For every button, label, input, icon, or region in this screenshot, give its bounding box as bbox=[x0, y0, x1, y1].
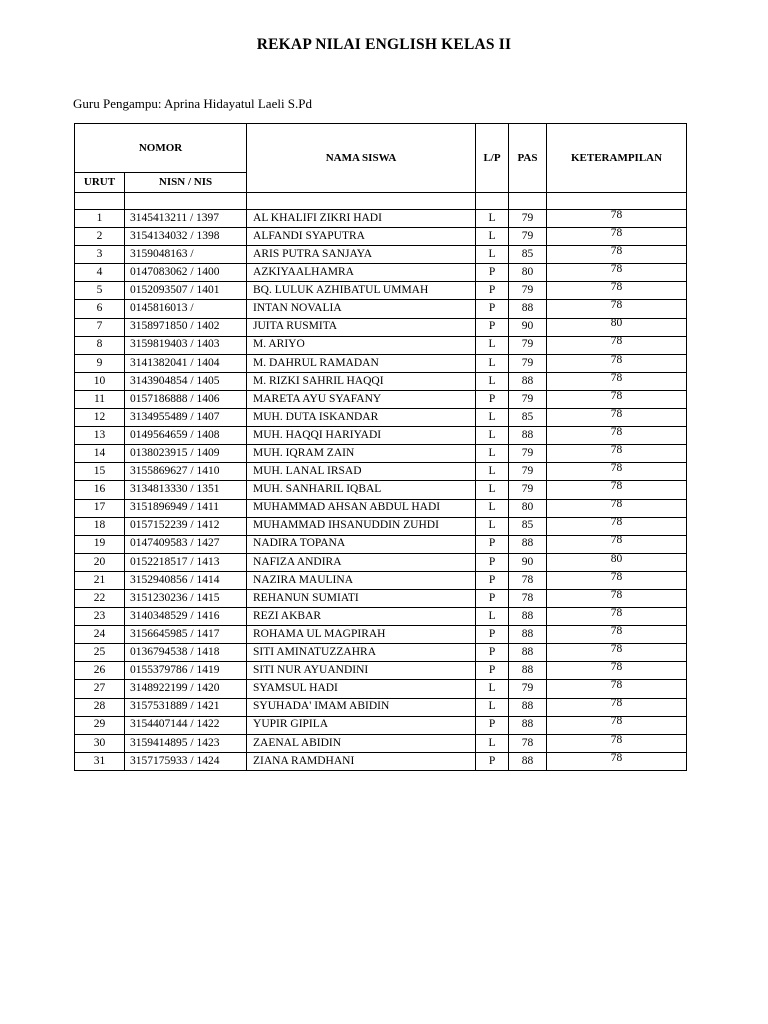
row-nisn-nis: 3159048163 / bbox=[125, 246, 247, 264]
row-pas-score: 88 bbox=[509, 752, 547, 770]
table-row bbox=[75, 264, 687, 282]
row-number: 11 bbox=[75, 390, 125, 408]
row-gender: L bbox=[476, 354, 509, 372]
row-gender: L bbox=[476, 372, 509, 390]
keterampilan-value: 78 bbox=[610, 733, 623, 746]
row-student-name: NAFIZA ANDIRA bbox=[247, 553, 476, 571]
row-pas-score: 88 bbox=[509, 372, 547, 390]
row-number: 14 bbox=[75, 445, 125, 463]
row-nisn-nis: 0149564659 / 1408 bbox=[125, 427, 247, 445]
row-keterampilan-score bbox=[547, 228, 687, 246]
row-number: 18 bbox=[75, 517, 125, 535]
row-nisn-nis: 3145413211 / 1397 bbox=[125, 210, 247, 228]
row-keterampilan-score bbox=[547, 698, 687, 716]
row-student-name: MUH. DUTA ISKANDAR bbox=[247, 409, 476, 427]
row-student-name: MUH. SANHARIL IQBAL bbox=[247, 481, 476, 499]
row-gender: L bbox=[476, 228, 509, 246]
row-number: 25 bbox=[75, 644, 125, 662]
table-row bbox=[75, 752, 687, 770]
row-pas-score: 88 bbox=[509, 300, 547, 318]
row-number: 10 bbox=[75, 372, 125, 390]
row-number: 5 bbox=[75, 282, 125, 300]
row-student-name: JUITA RUSMITA bbox=[247, 318, 476, 336]
row-student-name: AL KHALIFI ZIKRI HADI bbox=[247, 210, 476, 228]
row-gender: P bbox=[476, 716, 509, 734]
row-nisn-nis: 0138023915 / 1409 bbox=[125, 445, 247, 463]
row-keterampilan-score bbox=[547, 318, 687, 336]
row-number: 20 bbox=[75, 553, 125, 571]
row-keterampilan-score bbox=[547, 246, 687, 264]
row-gender: P bbox=[476, 300, 509, 318]
keterampilan-value: 78 bbox=[610, 534, 623, 547]
row-gender: L bbox=[476, 517, 509, 535]
table-row bbox=[75, 553, 687, 571]
row-number: 19 bbox=[75, 535, 125, 553]
row-keterampilan-score bbox=[547, 662, 687, 680]
row-number: 4 bbox=[75, 264, 125, 282]
row-gender: L bbox=[476, 427, 509, 445]
row-nisn-nis: 3159819403 / 1403 bbox=[125, 336, 247, 354]
table-row bbox=[75, 282, 687, 300]
row-pas-score: 88 bbox=[509, 535, 547, 553]
keterampilan-value: 78 bbox=[610, 643, 623, 656]
row-gender: P bbox=[476, 662, 509, 680]
row-keterampilan-score bbox=[547, 589, 687, 607]
row-keterampilan-score bbox=[547, 336, 687, 354]
row-keterampilan-score bbox=[547, 390, 687, 408]
row-nisn-nis: 3134955489 / 1407 bbox=[125, 409, 247, 427]
row-nisn-nis: 3154407144 / 1422 bbox=[125, 716, 247, 734]
row-pas-score: 80 bbox=[509, 264, 547, 282]
row-keterampilan-score bbox=[547, 716, 687, 734]
row-gender: L bbox=[476, 409, 509, 427]
keterampilan-value: 78 bbox=[610, 208, 623, 221]
table-row bbox=[75, 626, 687, 644]
keterampilan-value: 78 bbox=[610, 371, 623, 384]
table-row bbox=[75, 589, 687, 607]
row-keterampilan-score bbox=[547, 300, 687, 318]
row-pas-score: 79 bbox=[509, 481, 547, 499]
header-urut: URUT bbox=[75, 173, 125, 193]
row-nisn-nis: 3155869627 / 1410 bbox=[125, 463, 247, 481]
row-pas-score: 88 bbox=[509, 608, 547, 626]
row-pas-score: 79 bbox=[509, 354, 547, 372]
row-keterampilan-score bbox=[547, 354, 687, 372]
keterampilan-value: 78 bbox=[610, 679, 623, 692]
keterampilan-value: 80 bbox=[610, 552, 623, 565]
row-pas-score: 79 bbox=[509, 282, 547, 300]
row-gender: P bbox=[476, 318, 509, 336]
row-number: 9 bbox=[75, 354, 125, 372]
row-number: 15 bbox=[75, 463, 125, 481]
row-keterampilan-score bbox=[547, 571, 687, 589]
row-student-name: AZKIYAALHAMRA bbox=[247, 264, 476, 282]
keterampilan-value: 80 bbox=[610, 317, 623, 330]
row-nisn-nis: 3141382041 / 1404 bbox=[125, 354, 247, 372]
row-nisn-nis: 3158971850 / 1402 bbox=[125, 318, 247, 336]
grades-table bbox=[74, 123, 687, 771]
row-student-name: M. ARIYO bbox=[247, 336, 476, 354]
row-keterampilan-score bbox=[547, 626, 687, 644]
row-nisn-nis: 3143904854 / 1405 bbox=[125, 372, 247, 390]
keterampilan-value: 78 bbox=[610, 335, 623, 348]
keterampilan-value: 78 bbox=[610, 498, 623, 511]
row-number: 13 bbox=[75, 427, 125, 445]
keterampilan-value: 78 bbox=[610, 244, 623, 257]
row-student-name: M. DAHRUL RAMADAN bbox=[247, 354, 476, 372]
keterampilan-value: 78 bbox=[610, 353, 623, 366]
table-row bbox=[75, 318, 687, 336]
row-gender: L bbox=[476, 680, 509, 698]
table-row bbox=[75, 228, 687, 246]
row-keterampilan-score bbox=[547, 409, 687, 427]
row-pas-score: 78 bbox=[509, 589, 547, 607]
keterampilan-value: 78 bbox=[610, 751, 623, 764]
row-nisn-nis: 3154134032 / 1398 bbox=[125, 228, 247, 246]
row-number: 24 bbox=[75, 626, 125, 644]
row-gender: L bbox=[476, 698, 509, 716]
row-pas-score: 80 bbox=[509, 499, 547, 517]
row-pas-score: 85 bbox=[509, 517, 547, 535]
row-gender: L bbox=[476, 445, 509, 463]
row-student-name: ROHAMA UL MAGPIRAH bbox=[247, 626, 476, 644]
row-keterampilan-score bbox=[547, 734, 687, 752]
table-row bbox=[75, 427, 687, 445]
keterampilan-value: 78 bbox=[610, 661, 623, 674]
row-gender: L bbox=[476, 336, 509, 354]
row-pas-score: 79 bbox=[509, 463, 547, 481]
row-pas-score: 88 bbox=[509, 427, 547, 445]
row-pas-score: 85 bbox=[509, 246, 547, 264]
row-gender: P bbox=[476, 626, 509, 644]
header-lp: L/P bbox=[476, 124, 509, 193]
teacher-name: Guru Pengampu: Aprina Hidayatul Laeli S.Pd bbox=[73, 96, 313, 111]
row-pas-score: 90 bbox=[509, 553, 547, 571]
keterampilan-value: 78 bbox=[610, 407, 623, 420]
row-nisn-nis: 0145816013 / bbox=[125, 300, 247, 318]
row-nisn-nis: 3151896949 / 1411 bbox=[125, 499, 247, 517]
table-row bbox=[75, 644, 687, 662]
row-nisn-nis: 3148922199 / 1420 bbox=[125, 680, 247, 698]
table-row bbox=[75, 680, 687, 698]
row-student-name: REZI AKBAR bbox=[247, 608, 476, 626]
keterampilan-value: 78 bbox=[610, 570, 623, 583]
table-row bbox=[75, 698, 687, 716]
row-gender: L bbox=[476, 734, 509, 752]
row-gender: P bbox=[476, 644, 509, 662]
row-keterampilan-score bbox=[547, 553, 687, 571]
row-gender: P bbox=[476, 752, 509, 770]
row-student-name: INTAN NOVALIA bbox=[247, 300, 476, 318]
table-row bbox=[75, 300, 687, 318]
row-pas-score: 78 bbox=[509, 734, 547, 752]
row-pas-score: 79 bbox=[509, 390, 547, 408]
row-pas-score: 90 bbox=[509, 318, 547, 336]
row-nisn-nis: 3151230236 / 1415 bbox=[125, 589, 247, 607]
row-keterampilan-score bbox=[547, 535, 687, 553]
header-pas: PAS bbox=[509, 124, 547, 193]
row-gender: L bbox=[476, 499, 509, 517]
keterampilan-value: 78 bbox=[610, 281, 623, 294]
row-nisn-nis: 0136794538 / 1418 bbox=[125, 644, 247, 662]
row-pas-score: 79 bbox=[509, 680, 547, 698]
row-keterampilan-score bbox=[547, 517, 687, 535]
row-pas-score: 88 bbox=[509, 716, 547, 734]
row-pas-score: 88 bbox=[509, 662, 547, 680]
table-row bbox=[75, 445, 687, 463]
row-pas-score: 88 bbox=[509, 626, 547, 644]
row-student-name: ARIS PUTRA SANJAYA bbox=[247, 246, 476, 264]
row-number: 8 bbox=[75, 336, 125, 354]
row-keterampilan-score bbox=[547, 282, 687, 300]
row-keterampilan-score bbox=[547, 680, 687, 698]
row-keterampilan-score bbox=[547, 481, 687, 499]
row-gender: P bbox=[476, 282, 509, 300]
table-row bbox=[75, 372, 687, 390]
row-gender: P bbox=[476, 535, 509, 553]
table-row bbox=[75, 354, 687, 372]
row-number: 21 bbox=[75, 571, 125, 589]
keterampilan-value: 78 bbox=[610, 263, 623, 276]
keterampilan-value: 78 bbox=[610, 697, 623, 710]
row-keterampilan-score bbox=[547, 463, 687, 481]
header-keterampilan: KETERAMPILAN bbox=[547, 124, 687, 193]
row-keterampilan-score bbox=[547, 427, 687, 445]
table-row bbox=[75, 409, 687, 427]
row-pas-score: 78 bbox=[509, 571, 547, 589]
table-row bbox=[75, 390, 687, 408]
header-nomor: NOMOR bbox=[75, 124, 247, 173]
row-nisn-nis: 0147083062 / 1400 bbox=[125, 264, 247, 282]
row-number: 29 bbox=[75, 716, 125, 734]
row-pas-score: 88 bbox=[509, 698, 547, 716]
row-number: 17 bbox=[75, 499, 125, 517]
row-nisn-nis: 3156645985 / 1417 bbox=[125, 626, 247, 644]
row-student-name: NADIRA TOPANA bbox=[247, 535, 476, 553]
row-number: 3 bbox=[75, 246, 125, 264]
row-gender: L bbox=[476, 608, 509, 626]
row-number: 12 bbox=[75, 409, 125, 427]
row-student-name: MUH. HAQQI HARIYADI bbox=[247, 427, 476, 445]
row-student-name: M. RIZKI SAHRIL HAQQI bbox=[247, 372, 476, 390]
row-nisn-nis: 0147409583 / 1427 bbox=[125, 535, 247, 553]
row-keterampilan-score bbox=[547, 264, 687, 282]
row-nisn-nis: 3140348529 / 1416 bbox=[125, 608, 247, 626]
row-number: 6 bbox=[75, 300, 125, 318]
row-nisn-nis: 3157531889 / 1421 bbox=[125, 698, 247, 716]
row-number: 23 bbox=[75, 608, 125, 626]
document-title: REKAP NILAI ENGLISH KELAS II bbox=[256, 36, 512, 53]
row-nisn-nis: 0155379786 / 1419 bbox=[125, 662, 247, 680]
row-pas-score: 79 bbox=[509, 210, 547, 228]
row-number: 22 bbox=[75, 589, 125, 607]
row-number: 2 bbox=[75, 228, 125, 246]
table-row bbox=[75, 571, 687, 589]
row-nisn-nis: 0157186888 / 1406 bbox=[125, 390, 247, 408]
row-gender: L bbox=[476, 463, 509, 481]
row-number: 16 bbox=[75, 481, 125, 499]
row-nisn-nis: 0152218517 / 1413 bbox=[125, 553, 247, 571]
table-row bbox=[75, 499, 687, 517]
table-row bbox=[75, 481, 687, 499]
row-pas-score: 79 bbox=[509, 228, 547, 246]
row-pas-score: 79 bbox=[509, 336, 547, 354]
keterampilan-value: 78 bbox=[610, 425, 623, 438]
table-row bbox=[75, 336, 687, 354]
keterampilan-value: 78 bbox=[610, 588, 623, 601]
row-student-name: YUPIR GIPILA bbox=[247, 716, 476, 734]
row-student-name: MUHAMMAD IHSANUDDIN ZUHDI bbox=[247, 517, 476, 535]
row-keterampilan-score bbox=[547, 608, 687, 626]
row-number: 31 bbox=[75, 752, 125, 770]
row-student-name: SYUHADA' IMAM ABIDIN bbox=[247, 698, 476, 716]
table-row bbox=[75, 608, 687, 626]
keterampilan-value: 78 bbox=[610, 226, 623, 239]
row-gender: P bbox=[476, 589, 509, 607]
keterampilan-value: 78 bbox=[610, 444, 623, 457]
row-number: 30 bbox=[75, 734, 125, 752]
keterampilan-value: 78 bbox=[610, 715, 623, 728]
row-gender: P bbox=[476, 264, 509, 282]
row-nisn-nis: 0157152239 / 1412 bbox=[125, 517, 247, 535]
table-row bbox=[75, 662, 687, 680]
row-student-name: MUHAMMAD AHSAN ABDUL HADI bbox=[247, 499, 476, 517]
row-student-name: MUH. LANAL IRSAD bbox=[247, 463, 476, 481]
row-gender: L bbox=[476, 481, 509, 499]
row-student-name: MARETA AYU SYAFANY bbox=[247, 390, 476, 408]
row-keterampilan-score bbox=[547, 499, 687, 517]
table-row bbox=[75, 210, 687, 228]
row-pas-score: 85 bbox=[509, 409, 547, 427]
row-student-name: ALFANDI SYAPUTRA bbox=[247, 228, 476, 246]
table-row bbox=[75, 734, 687, 752]
keterampilan-value: 78 bbox=[610, 299, 623, 312]
row-nisn-nis: 3134813330 / 1351 bbox=[125, 481, 247, 499]
row-number: 7 bbox=[75, 318, 125, 336]
row-keterampilan-score bbox=[547, 752, 687, 770]
row-keterampilan-score bbox=[547, 372, 687, 390]
row-student-name: SITI NUR AYUANDINI bbox=[247, 662, 476, 680]
row-gender: P bbox=[476, 553, 509, 571]
keterampilan-value: 78 bbox=[610, 462, 623, 475]
row-student-name: SYAMSUL HADI bbox=[247, 680, 476, 698]
row-keterampilan-score bbox=[547, 210, 687, 228]
row-keterampilan-score bbox=[547, 445, 687, 463]
row-pas-score: 88 bbox=[509, 644, 547, 662]
table-row bbox=[75, 535, 687, 553]
row-number: 28 bbox=[75, 698, 125, 716]
row-number: 1 bbox=[75, 210, 125, 228]
row-nisn-nis: 3159414895 / 1423 bbox=[125, 734, 247, 752]
blank-row bbox=[75, 193, 687, 210]
row-pas-score: 79 bbox=[509, 445, 547, 463]
keterampilan-value: 78 bbox=[610, 606, 623, 619]
row-student-name: REHANUN SUMIATI bbox=[247, 589, 476, 607]
row-student-name: NAZIRA MAULINA bbox=[247, 571, 476, 589]
header-nama-siswa: NAMA SISWA bbox=[247, 124, 476, 193]
row-nisn-nis: 3152940856 / 1414 bbox=[125, 571, 247, 589]
row-nisn-nis: 0152093507 / 1401 bbox=[125, 282, 247, 300]
row-student-name: ZIANA RAMDHANI bbox=[247, 752, 476, 770]
keterampilan-value: 78 bbox=[610, 480, 623, 493]
row-gender: L bbox=[476, 246, 509, 264]
row-student-name: BQ. LULUK AZHIBATUL UMMAH bbox=[247, 282, 476, 300]
row-number: 26 bbox=[75, 662, 125, 680]
row-student-name: MUH. IQRAM ZAIN bbox=[247, 445, 476, 463]
row-student-name: ZAENAL ABIDIN bbox=[247, 734, 476, 752]
table-row bbox=[75, 716, 687, 734]
row-gender: P bbox=[476, 571, 509, 589]
keterampilan-value: 78 bbox=[610, 516, 623, 529]
table-row bbox=[75, 246, 687, 264]
table-row bbox=[75, 463, 687, 481]
row-number: 27 bbox=[75, 680, 125, 698]
table-body bbox=[75, 193, 687, 771]
row-gender: P bbox=[476, 390, 509, 408]
header-nisn-nis: NISN / NIS bbox=[125, 173, 247, 193]
keterampilan-value: 78 bbox=[610, 389, 623, 402]
row-nisn-nis: 3157175933 / 1424 bbox=[125, 752, 247, 770]
row-keterampilan-score bbox=[547, 644, 687, 662]
row-gender: L bbox=[476, 210, 509, 228]
row-student-name: SITI AMINATUZZAHRA bbox=[247, 644, 476, 662]
keterampilan-value: 78 bbox=[610, 624, 623, 637]
table-row bbox=[75, 517, 687, 535]
